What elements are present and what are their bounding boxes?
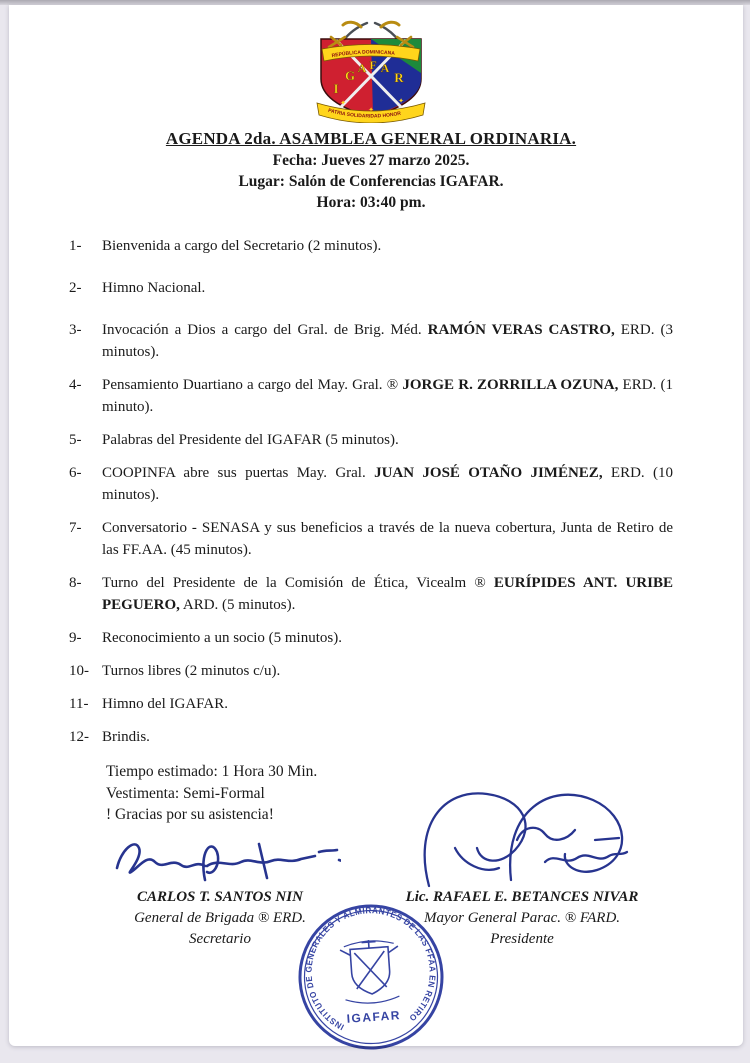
item-text: COOPINFA abre sus puertas May. Gral. JUAN JOSÉ OTAÑO JIMÉNEZ, ERD. (10 minutos).	[102, 465, 673, 503]
agenda-item-2	[69, 277, 673, 299]
item-number: 11-	[69, 696, 89, 712]
agenda-item-10	[69, 660, 673, 682]
agenda-item-1	[69, 235, 673, 257]
crest-letter: A	[380, 61, 390, 75]
crest-letter: A	[357, 61, 367, 75]
item-text: Reconocimiento a un socio (5 minutos).	[102, 630, 342, 646]
president-signature-icon	[399, 782, 639, 890]
president-role: Presidente	[490, 930, 554, 947]
item-number: 8-	[69, 575, 82, 591]
agenda-item-5	[69, 429, 673, 451]
date-line: Fecha: Jueves 27 marzo 2025.	[272, 152, 470, 169]
crest-bottom-banner: PATRIA SOLIDARIDAD HONOR	[327, 107, 402, 120]
secretary-name: CARLOS T. SANTOS NIN	[137, 888, 303, 905]
document-page	[9, 5, 743, 1046]
svg-text:✦: ✦	[368, 106, 374, 114]
item-text: Himno del IGAFAR.	[102, 696, 228, 712]
stamp-shield-icon	[339, 938, 401, 1005]
secretary-rank: General de Brigada ® ERD.	[134, 909, 306, 926]
time-line: Hora: 03:40 pm.	[316, 194, 426, 211]
crest-letter: R	[394, 70, 404, 85]
item-text: Pensamiento Duartiano a cargo del May. Gral. ® JORGE R. ZORRILLA OZUNA, ERD. (1 minuto).	[102, 377, 673, 415]
agenda-item-12	[69, 726, 673, 748]
secretary-role: Secretario	[189, 930, 251, 947]
agenda-item-11	[69, 693, 673, 715]
item-text: Brindis.	[102, 729, 150, 745]
item-number: 10-	[69, 663, 89, 679]
igafar-crest-icon	[309, 15, 433, 123]
item-text: Himno Nacional.	[102, 280, 206, 296]
crest-letter: F	[369, 58, 377, 72]
stamp-ring-text: INSTITUTO DE GENERALES Y ALMIRANTES DE LAS FFAA EN RETIRO	[303, 905, 438, 1033]
estimated-time: Tiempo estimado: 1 Hora 30 Min.	[106, 763, 318, 780]
item-text: Invocación a Dios a cargo del Gral. de Brig. Méd. RAMÓN VERAS CASTRO, ERD. (3 minutos).	[102, 322, 673, 360]
president-name: Lic. RAFAEL E. BETANCES NIVAR	[405, 888, 639, 905]
agenda-item-8	[69, 572, 673, 616]
dress-code: Vestimenta: Semi-Formal	[106, 784, 265, 802]
agenda-item-7	[69, 517, 673, 561]
item-number: 7-	[69, 520, 82, 536]
item-text: Turnos libres (2 minutos c/u).	[102, 663, 281, 679]
agenda-list	[69, 235, 673, 748]
item-number: 5-	[69, 432, 82, 448]
svg-text:✦: ✦	[340, 99, 346, 107]
secretary-signature-icon	[111, 832, 341, 890]
igafar-stamp-icon	[291, 897, 451, 1057]
agenda-item-6	[69, 462, 673, 506]
agenda-item-3	[69, 319, 673, 363]
document-content	[9, 5, 743, 1046]
item-number: 9-	[69, 630, 82, 646]
item-number: 3-	[69, 322, 82, 338]
svg-text:✦: ✦	[398, 97, 404, 105]
crest-letter: I	[333, 81, 339, 96]
stamp-center-text: IGAFAR	[346, 1008, 402, 1026]
item-number: 1-	[69, 238, 82, 254]
item-text: Conversatorio - SENASA y sus beneficios a través de la nueva cobertura, Junta de Retiro de las FF.AA. (45 minutos).	[102, 520, 673, 558]
item-number: 2-	[69, 280, 82, 296]
thanks-line: ! Gracias por su asistencia!	[106, 806, 274, 823]
item-number: 6-	[69, 465, 82, 481]
place-line: Lugar: Salón de Conferencias IGAFAR.	[238, 173, 504, 190]
item-text: Turno del Presidente de la Comisión de Ética, Vicealm ® EURÍPIDES ANT. URIBE PEGUERO, ARD. (5 minutos).	[102, 575, 673, 613]
document-title: AGENDA 2da. ASAMBLEA GENERAL ORDINARIA.	[165, 129, 577, 148]
crest-top-banner: REPÚBLICA DOMINICANA	[331, 49, 396, 60]
crest-letter: G	[344, 68, 356, 83]
crest-container	[69, 5, 673, 123]
agenda-item-4	[69, 374, 673, 418]
item-number: 12-	[69, 729, 89, 745]
item-text: Bienvenida a cargo del Secretario (2 minutos).	[102, 238, 382, 254]
agenda-item-9	[69, 627, 673, 649]
item-number: 4-	[69, 377, 82, 393]
president-rank: Mayor General Parac. ® FARD.	[423, 909, 621, 926]
item-text: Palabras del Presidente del IGAFAR (5 minutos).	[102, 432, 399, 448]
